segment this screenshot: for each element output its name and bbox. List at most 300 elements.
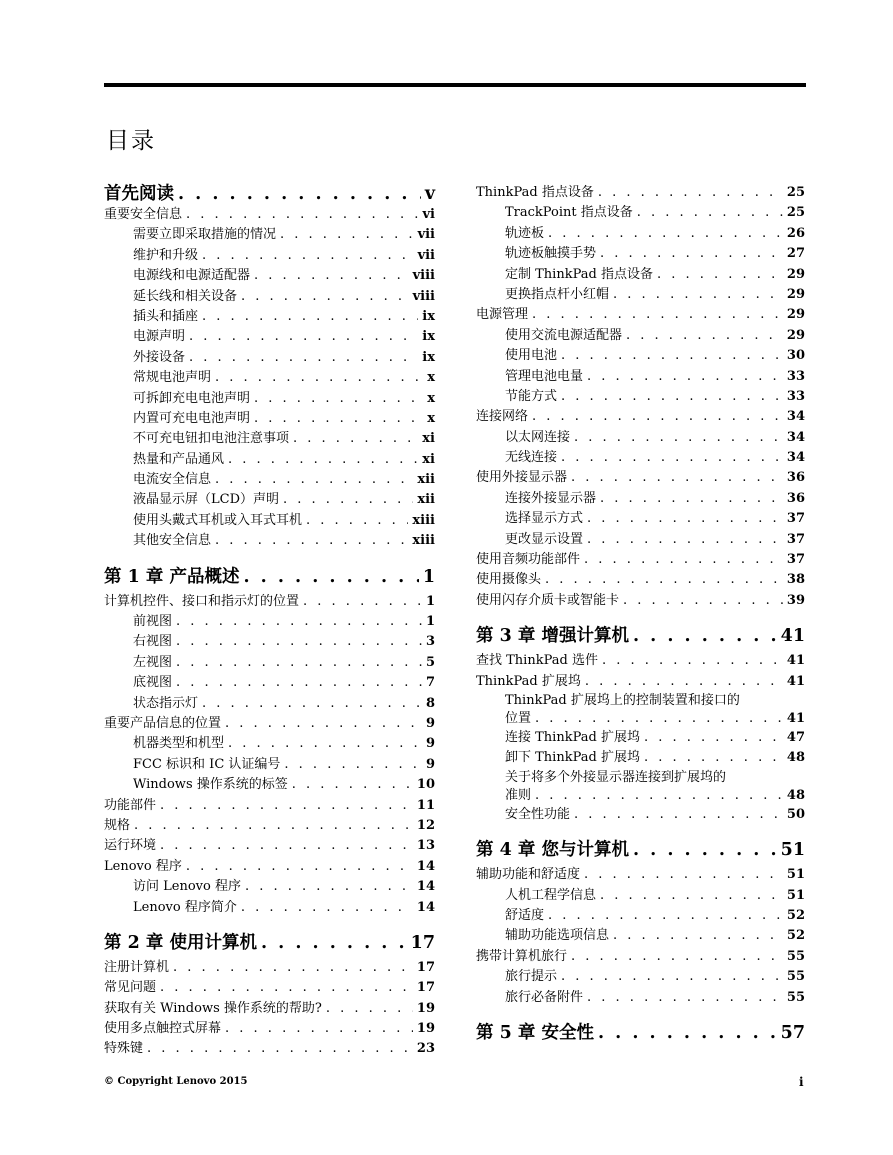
toc-entry-label: 更换指点杆小红帽 [505,286,610,302]
toc-entry[interactable] [476,346,805,366]
toc-entry-label: 功能部件 [104,797,157,813]
toc-page-number: 14 [416,858,435,874]
toc-page-number: xii [417,492,435,508]
toc-entry[interactable] [476,468,805,488]
toc-leader-dots [600,886,783,906]
toc-leader-dots [637,203,783,223]
toc-leader-dots [228,734,422,754]
toc-leader-dots [178,183,421,205]
toc-leader-dots [176,612,422,632]
toc-leader-dots [574,428,783,448]
toc-entry[interactable] [476,672,805,692]
toc-page-number: 29 [786,327,805,343]
toc-page-number: 1 [422,566,435,587]
toc-leader-dots [535,787,783,805]
toc-entry-label: 重要产品信息的位置 [104,715,222,731]
toc-entry-label-continued: 位置 [505,710,532,726]
toc-page-number: 37 [786,511,805,527]
toc-page-number: 55 [786,969,805,985]
toc-entry[interactable] [104,796,435,816]
toc-entry-label: 使用外接显示器 [476,470,568,486]
toc-leader-dots [241,898,413,918]
toc-page-number: 23 [416,1041,435,1057]
toc-leader-dots [283,490,413,510]
toc-leader-dots [633,621,777,651]
toc-page-number: 14 [416,899,435,915]
toc-page-number: 25 [786,205,805,221]
toc-entry-label: 使用音频功能部件 [476,552,581,568]
toc-entry-label: 舒适度 [505,907,545,923]
toc-leader-dots [587,367,783,387]
toc-entry-label: 计算机控件、接口和指示灯的位置 [104,593,300,609]
toc-leader-dots [644,748,783,768]
toc-entry[interactable] [104,225,435,245]
toc-entry[interactable] [476,489,805,509]
toc-entry[interactable] [476,183,805,203]
toc-entry-label: 运行环境 [104,838,157,854]
toc-leader-dots [326,999,413,1019]
toc-entry[interactable] [476,203,805,223]
toc-leader-dots [584,865,783,885]
toc-entry-label: 热量和产品通风 [133,451,225,467]
toc-entry-label: 轨迹板触摸手势 [505,246,597,262]
toc-page-number: 1 [425,614,435,630]
toc-entry[interactable] [104,1039,435,1059]
toc-leader-dots [160,796,413,816]
toc-entry[interactable] [104,389,435,409]
toc-leader-dots [186,205,418,225]
toc-page-number: 8 [425,695,435,711]
toc-entry[interactable] [104,429,435,449]
toc-entry-label: 连接网络 [476,409,529,425]
toc-page-number: viii [412,288,435,304]
toc-entry[interactable] [104,511,435,531]
toc-entry[interactable] [104,958,435,978]
toc-leader-dots [261,928,407,958]
toc-leader-dots [545,570,783,590]
toc-page-number: 19 [416,1000,435,1016]
toc-entry-label: 连接外接显示器 [505,490,597,506]
toc-entry[interactable] [476,886,805,906]
toc-page-number: 17 [416,980,435,996]
toc-entry-label: 查找 ThinkPad 选件 [476,653,598,669]
toc-page-number: 9 [425,736,435,752]
toc-leader-dots [147,1039,413,1059]
toc-entry-label: 无线连接 [505,450,558,466]
toc-entry-label: 前视图 [133,614,173,630]
toc-entry[interactable] [104,531,435,551]
toc-leader-dots [280,225,414,245]
toc-page-number: 34 [786,409,805,425]
toc-entry-label: 第 1 章 产品概述 [104,566,240,587]
toc-entry[interactable] [104,734,435,754]
toc-leader-dots [225,714,422,734]
toc-leader-dots [600,489,783,509]
toc-page-number: 5 [425,654,435,670]
toc-entry[interactable] [476,428,805,448]
toc-entry[interactable] [104,632,435,652]
toc-leader-dots [228,450,418,470]
toc-chapter-entry[interactable] [104,928,435,958]
toc-page-number: 13 [416,838,435,854]
toc-leader-dots [134,816,413,836]
toc-page-number: 36 [786,490,805,506]
toc-entry-label: 特殊键 [104,1041,144,1057]
toc-entry-label: 第 4 章 您与计算机 [476,840,629,861]
toc-entry-label: 可拆卸充电电池声明 [133,390,251,406]
toc-page-number: 29 [786,266,805,282]
toc-entry[interactable] [104,409,435,429]
toc-entry-label: 左视图 [133,654,173,670]
toc-page-number: 11 [416,797,435,813]
toc-page-number: 52 [786,907,805,923]
toc-entry-label: 内置可充电电池声明 [133,410,251,426]
toc-leader-dots [215,470,413,490]
toc-entry-label: 插头和插座 [133,308,199,324]
toc-entry-label: 不可充电钮扣电池注意事项 [133,431,290,447]
toc-entry[interactable] [104,857,435,877]
toc-leader-dots [613,926,783,946]
toc-page-number: 26 [786,225,805,241]
toc-leader-dots [215,368,423,388]
toc-entry[interactable] [476,967,805,987]
toc-entry-label: Windows 操作系统的标签 [133,777,288,793]
toc-entry[interactable] [476,448,805,468]
toc-entry-label: 更改显示设置 [505,531,584,547]
toc-entry-label: 电源管理 [476,307,529,323]
toc-entry[interactable] [104,307,435,327]
toc-entry[interactable] [476,387,805,407]
page-title: 目录 [106,128,156,154]
toc-entry[interactable] [104,714,435,734]
toc-entry[interactable] [104,592,435,612]
toc-page-number: ix [422,349,435,365]
toc-leader-dots [202,246,414,266]
toc-page-number: 41 [780,626,805,647]
toc-entry[interactable] [476,367,805,387]
toc-leader-dots [189,348,418,368]
toc-page-number: vii [417,227,435,243]
toc-page-number: xi [422,431,435,447]
toc-page-number: 55 [786,948,805,964]
toc-entry-label-continued: 准则 [505,787,532,803]
toc-entry[interactable] [476,988,805,1008]
toc-entry[interactable] [104,673,435,693]
toc-page-number: 51 [780,840,805,861]
toc-entry-label: 以太网连接 [505,429,571,445]
toc-leader-dots [176,653,422,673]
toc-page-number: 19 [416,1021,435,1037]
toc-entry[interactable] [104,898,435,918]
toc-leader-dots [186,857,413,877]
toc-leader-dots [571,468,783,488]
toc-page-number: 7 [425,675,435,691]
toc-entry[interactable] [476,570,805,590]
toc-leader-dots [254,409,423,429]
toc-leader-dots [626,326,783,346]
toc-leader-dots [189,327,418,347]
toc-leader-dots [587,988,783,1008]
toc-leader-dots [574,805,783,825]
toc-entry[interactable] [476,692,805,728]
toc-entry-label: 注册计算机 [104,959,170,975]
toc-page-number: 29 [786,286,805,302]
toc-page-number: 41 [786,673,805,689]
toc-page-number: 9 [425,715,435,731]
toc-entry-label: TrackPoint 指点设备 [505,205,633,221]
toc-entry-label: 人机工程学信息 [505,887,597,903]
toc-left-column [104,183,435,1060]
toc-leader-dots [160,978,413,998]
toc-entry[interactable] [476,591,805,611]
toc-page-number: 30 [786,348,805,364]
toc-page-number: 33 [786,368,805,384]
toc-leader-dots [633,835,777,865]
toc-entry-label: 延长线和相关设备 [133,288,238,304]
toc-leader-dots [561,448,783,468]
toc-leader-dots [202,694,422,714]
toc-page-number: ix [422,308,435,324]
toc-leader-dots [602,651,783,671]
toc-page-number: 37 [786,531,805,547]
toc-entry[interactable] [476,305,805,325]
toc-entry-label: 第 5 章 安全性 [476,1022,594,1043]
toc-entry[interactable] [104,694,435,714]
toc-leader-dots [292,775,413,795]
toc-entry-label: 常见问题 [104,980,157,996]
toc-entry-label: 第 2 章 使用计算机 [104,932,257,953]
toc-entry-label: Lenovo 程序 [104,858,182,874]
toc-leader-dots [587,530,783,550]
toc-leader-dots [303,592,422,612]
toc-entry-label: 使用交流电源适配器 [505,327,623,343]
toc-leader-dots [160,836,413,856]
toc-entry-label: 安全性功能 [505,806,571,822]
toc-entry[interactable] [476,865,805,885]
toc-page-number: 1 [425,593,435,609]
toc-leader-dots [173,958,413,978]
toc-entry[interactable] [104,327,435,347]
toc-entry-label: 关于将多个外接显示器连接到扩展坞的 [505,769,727,785]
toc-entry-label: 规格 [104,817,131,833]
toc-entry-label: 电流安全信息 [133,472,212,488]
toc-leader-dots [644,728,783,748]
toc-leader-dots [254,266,409,286]
toc-entry-label: 使用多点触控式屏幕 [104,1021,222,1037]
toc-entry[interactable] [476,805,805,825]
toc-entry[interactable] [476,407,805,427]
toc-entry-label: FCC 标识和 IC 认证编号 [133,756,281,772]
toc-chapter-entry[interactable] [476,835,805,865]
page-number: i [799,1075,804,1089]
toc-entry-label: ThinkPad 指点设备 [476,185,594,200]
toc-entry[interactable] [104,612,435,632]
toc-entry-label: 携带计算机旅行 [476,948,568,964]
toc-right-column [476,183,805,1048]
toc-entry[interactable] [104,999,435,1019]
toc-entry[interactable] [104,775,435,795]
toc-leader-dots [598,1018,777,1048]
toc-chapter-entry[interactable] [104,183,435,205]
toc-entry-label: 首先阅读 [104,184,174,204]
toc-entry-label: 旅行必备附件 [505,989,584,1005]
toc-entry[interactable] [476,509,805,529]
toc-leader-dots [176,632,422,652]
toc-page-number: 25 [786,185,805,200]
toc-entry[interactable] [104,450,435,470]
toc-leader-dots [254,389,423,409]
toc-entry-label: 需要立即采取措施的情况 [133,227,277,243]
toc-entry[interactable] [104,653,435,673]
toc-page-number: xiii [412,512,435,528]
toc-entry[interactable] [476,769,805,805]
toc-entry-label: 定制 ThinkPad 指点设备 [505,266,653,282]
toc-page-number: ix [422,329,435,345]
toc-entry-label: 节能方式 [505,388,558,404]
toc-leader-dots [241,287,409,307]
toc-entry[interactable] [104,755,435,775]
toc-page-number: 48 [786,750,805,766]
toc-leader-dots [561,387,783,407]
toc-entry-label: 管理电池电量 [505,368,584,384]
toc-entry[interactable] [476,530,805,550]
toc-page-number: v [424,184,435,204]
toc-entry[interactable] [476,224,805,244]
toc-leader-dots [623,591,783,611]
toc-entry[interactable] [104,266,435,286]
toc-page-number: 57 [780,1022,805,1043]
toc-page-number: x [427,390,435,406]
toc-page-number: 34 [786,429,805,445]
toc-entry[interactable] [104,490,435,510]
toc-entry-label: 电源线和电源适配器 [133,268,251,284]
toc-page-number: 51 [786,887,805,903]
toc-page-number: 38 [786,572,805,588]
toc-page-number: 3 [425,634,435,650]
toc-leader-dots [215,531,408,551]
toc-entry-line2 [505,787,805,805]
toc-entry-label: ThinkPad 扩展坞上的控制装置和接口的 [505,692,740,708]
toc-leader-dots [548,906,783,926]
toc-entry[interactable] [104,877,435,897]
toc-leader-dots [561,967,783,987]
toc-page-number: 29 [786,307,805,323]
toc-leader-dots [243,562,418,592]
toc-entry[interactable] [476,550,805,570]
toc-leader-dots [571,947,783,967]
toc-page-number: 9 [425,756,435,772]
toc-page-number: 48 [786,787,805,803]
toc-entry-label: 液晶显示屏（LCD）声明 [133,492,280,508]
toc-entry[interactable] [104,978,435,998]
toc-entry-label: 电源声明 [133,329,186,345]
toc-entry-label: 使用头戴式耳机或入耳式耳机 [133,512,303,528]
toc-entry[interactable] [104,287,435,307]
toc-page-number: 51 [786,867,805,883]
toc-entry[interactable] [476,748,805,768]
toc-entry-label: 连接 ThinkPad 扩展坞 [505,729,640,745]
toc-entry-label: ThinkPad 扩展坞 [476,673,581,689]
toc-entry[interactable] [476,265,805,285]
toc-entry[interactable] [104,470,435,490]
toc-entry[interactable] [104,816,435,836]
toc-chapter-entry[interactable] [476,1018,805,1048]
toc-entry-label: 底视图 [133,675,173,691]
toc-leader-dots [284,755,422,775]
toc-page-number: 14 [416,879,435,895]
toc-entry-label: 机器类型和机型 [133,736,225,752]
toc-leader-dots [202,307,418,327]
toc-entry[interactable] [104,348,435,368]
toc-entry-label: 外接设备 [133,349,186,365]
toc-entry-label: 辅助功能和舒适度 [476,867,581,883]
toc-entry-label: 第 3 章 增强计算机 [476,626,629,647]
toc-page-number: vii [417,247,435,263]
toc-entry[interactable] [104,836,435,856]
toc-page-number: x [427,370,435,386]
toc-page-number: 34 [786,450,805,466]
toc-entry-label: 使用电池 [505,348,558,364]
toc-leader-dots [561,346,783,366]
toc-entry[interactable] [476,926,805,946]
toc-entry-label: 轨迹板 [505,225,545,241]
toc-leader-dots [587,509,783,529]
top-rule [104,83,806,87]
toc-entry-label: 重要安全信息 [104,207,183,222]
toc-leader-dots [225,1019,413,1039]
toc-entry[interactable] [104,368,435,388]
toc-entry-label: 获取有关 Windows 操作系统的帮助? [104,1000,322,1016]
toc-entry[interactable] [104,205,435,225]
toc-page-number: viii [412,268,435,284]
toc-page-number: 41 [786,710,805,726]
toc-entry-line2 [505,710,805,728]
toc-page-number: vi [422,207,435,222]
toc-entry[interactable] [476,906,805,926]
toc-leader-dots [293,429,418,449]
toc-entry[interactable] [476,947,805,967]
toc-entry-label: 使用闪存介质卡或智能卡 [476,592,620,608]
toc-page-number: 47 [786,729,805,745]
toc-entry[interactable] [476,244,805,264]
toc-page-number: 17 [410,932,435,953]
toc-leader-dots [176,673,422,693]
toc-page-number: xiii [412,533,435,549]
toc-leader-dots [598,183,783,203]
toc-entry[interactable] [476,651,805,671]
toc-leader-dots [600,244,783,264]
copyright-notice: © Copyright Lenovo 2015 [104,1076,248,1087]
toc-entry[interactable] [476,728,805,748]
toc-entry-label: 旅行提示 [505,969,558,985]
toc-entry[interactable] [476,326,805,346]
toc-leader-dots [245,877,413,897]
toc-chapter-entry[interactable] [476,621,805,651]
toc-entry[interactable] [476,285,805,305]
toc-chapter-entry[interactable] [104,562,435,592]
toc-page-number: 39 [786,592,805,608]
toc-page-number: 37 [786,552,805,568]
toc-entry[interactable] [104,1019,435,1039]
toc-entry-label: 使用摄像头 [476,572,542,588]
toc-page-number: 10 [416,777,435,793]
toc-entry-label: 访问 Lenovo 程序 [133,879,241,895]
toc-entry[interactable] [104,246,435,266]
toc-leader-dots [584,550,783,570]
toc-entry-label: 常规电池声明 [133,370,212,386]
toc-entry-label: 维护和升级 [133,247,199,263]
toc-leader-dots [657,265,783,285]
